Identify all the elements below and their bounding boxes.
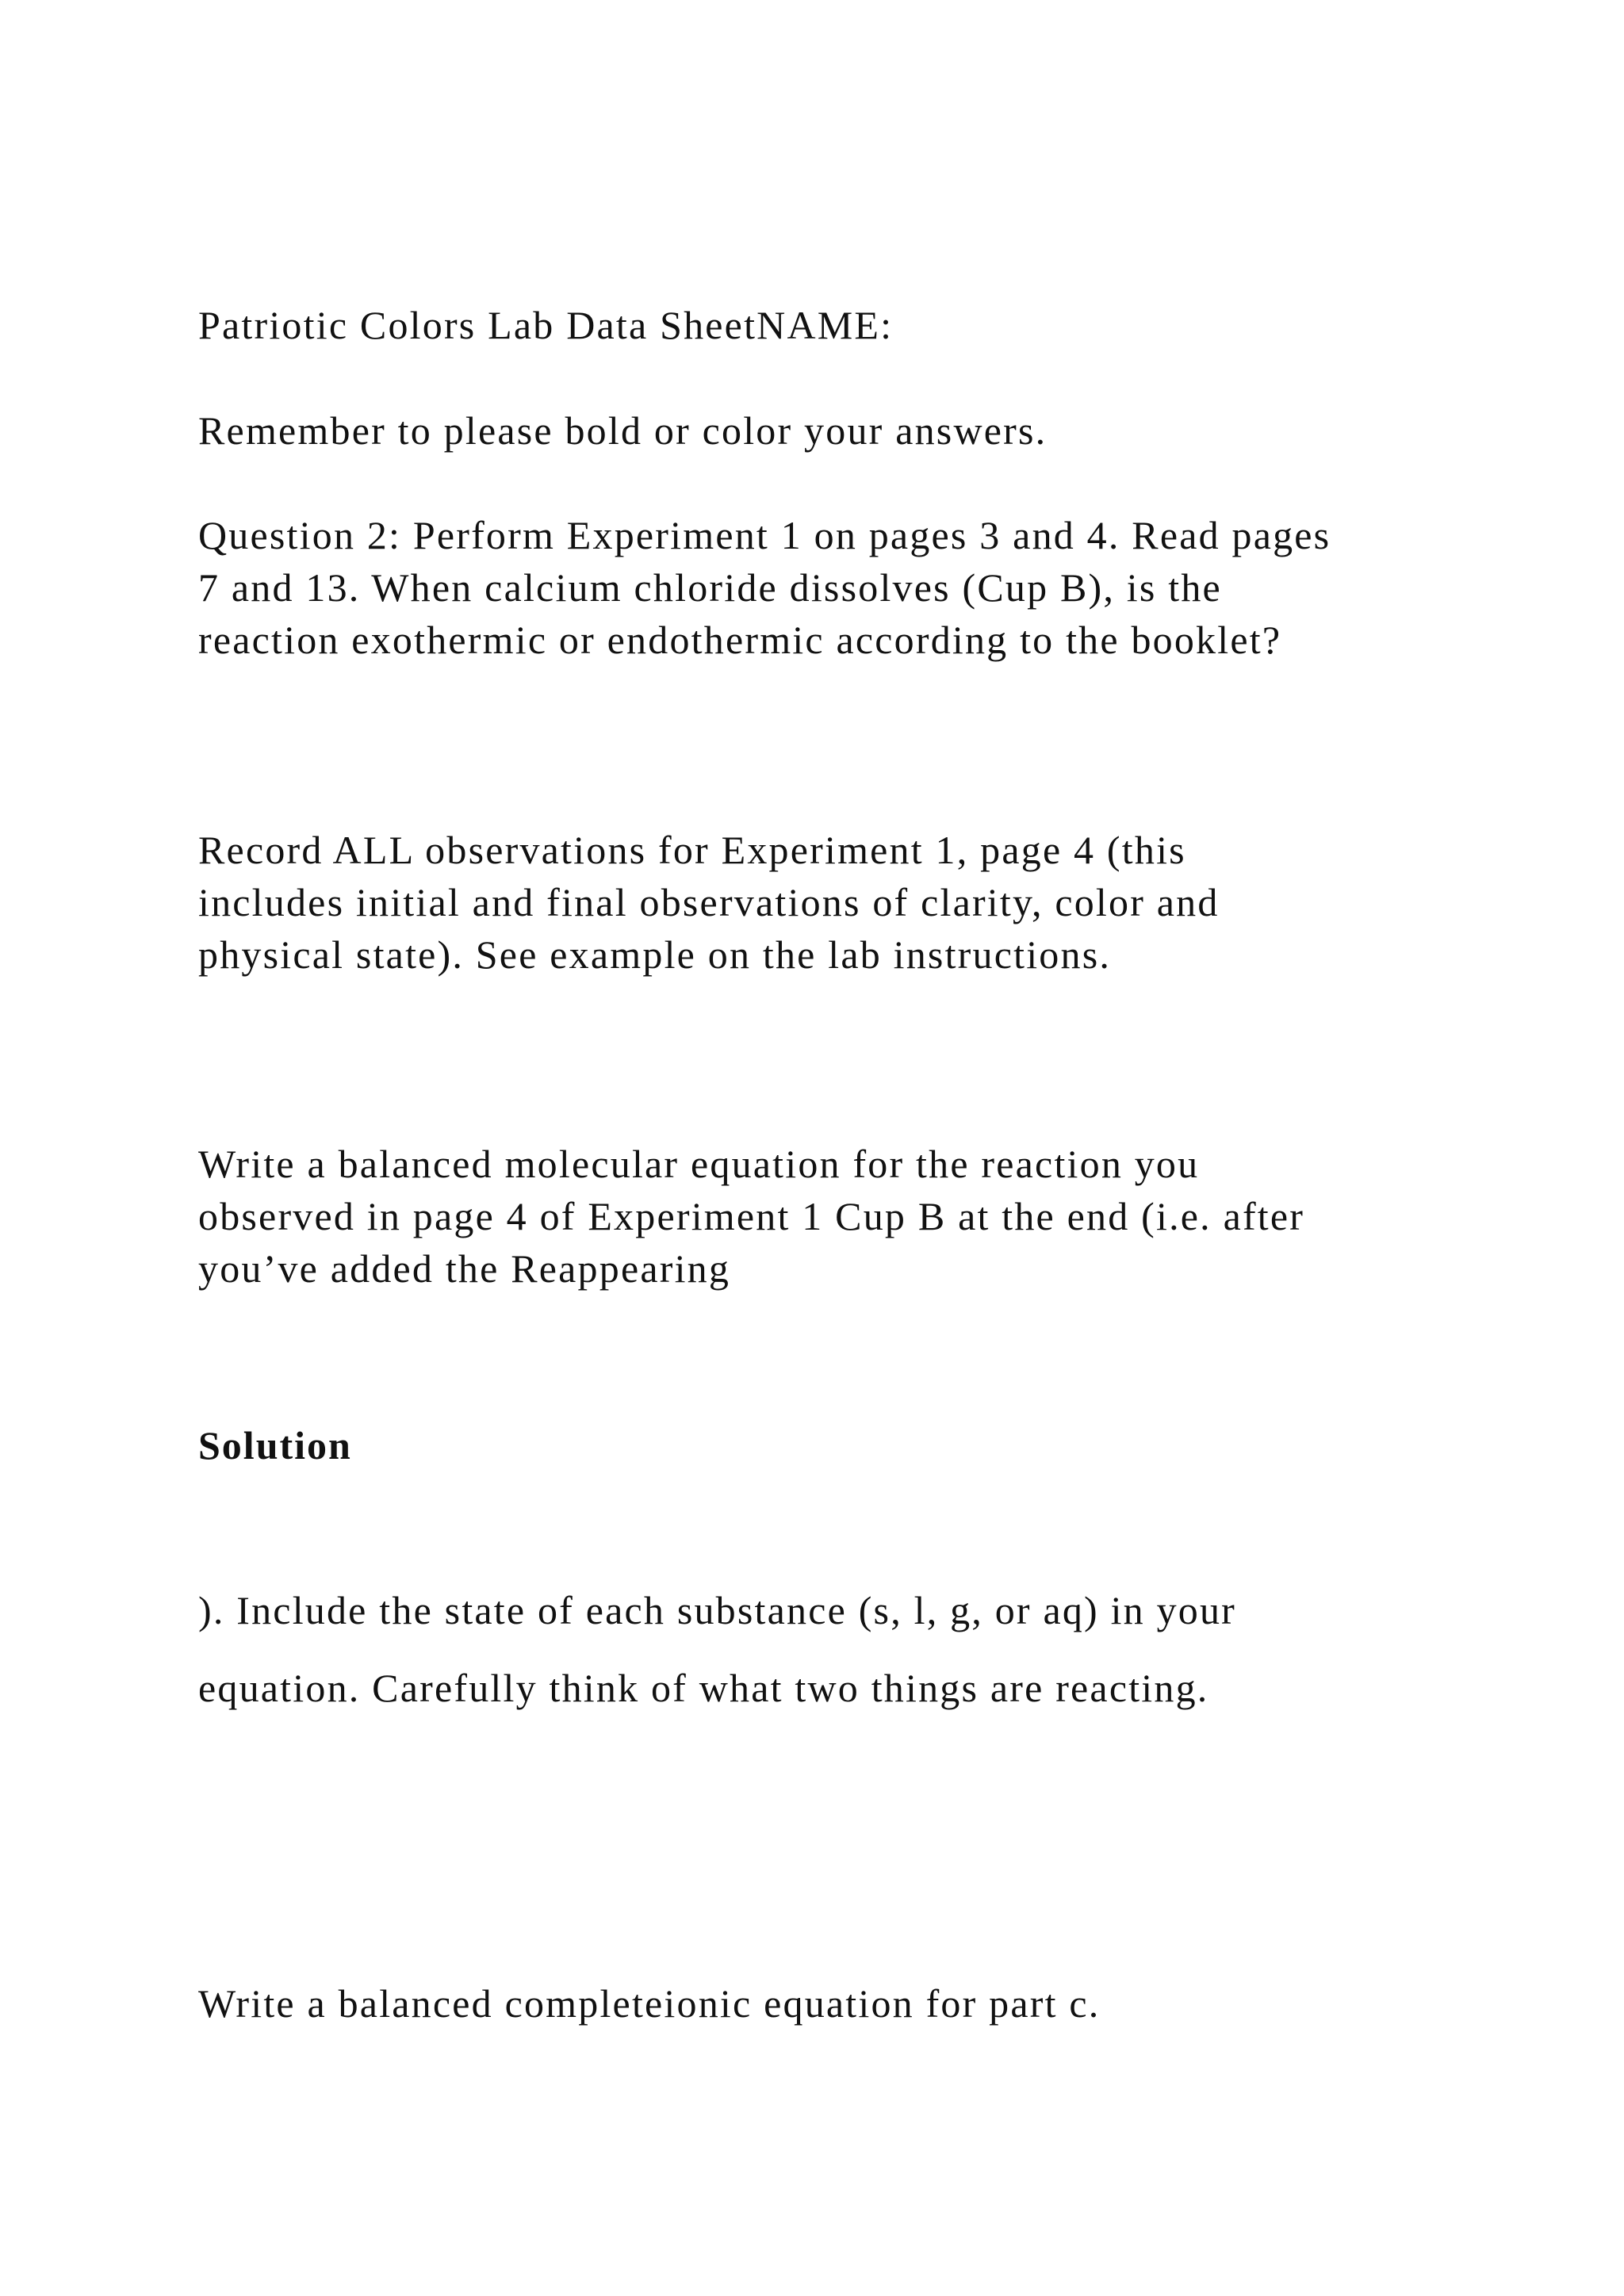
ionic-equation-text: Write a balanced completeionic equation for part c. xyxy=(198,1981,1101,2026)
question2-line-2: 7 and 13. When calcium chloride dissolves (Cup B), is the xyxy=(198,565,1222,610)
observations-line-3: physical state). See example on the lab instructions. xyxy=(198,932,1112,977)
molecular-equation-line-1: Write a balanced molecular equation for the reaction you xyxy=(198,1142,1200,1186)
document-title: Patriotic Colors Lab Data SheetNAME: xyxy=(198,303,894,347)
question2-line-1: Question 2: Perform Experiment 1 on pages 3 and 4. Read pages xyxy=(198,513,1331,557)
solution-heading: Solution xyxy=(198,1423,352,1468)
molecular-equation-line-3: you’ve added the Reappearing xyxy=(198,1246,731,1291)
observations-line-2: includes initial and final observations of clarity, color and xyxy=(198,880,1220,924)
molecular-equation-line-2: observed in page 4 of Experiment 1 Cup B at the end (i.e. after xyxy=(198,1194,1305,1238)
reminder-text: Remember to please bold or color your answers. xyxy=(198,408,1048,453)
continuation-line-1: ). Include the state of each substance (s, l, g, or aq) in your xyxy=(198,1588,1237,1632)
observations-line-1: Record ALL observations for Experiment 1, page 4 (this xyxy=(198,828,1186,872)
continuation-line-2: equation. Carefully think of what two things are reacting. xyxy=(198,1666,1209,1710)
question2-line-3: reaction exothermic or endothermic according to the booklet? xyxy=(198,618,1282,662)
